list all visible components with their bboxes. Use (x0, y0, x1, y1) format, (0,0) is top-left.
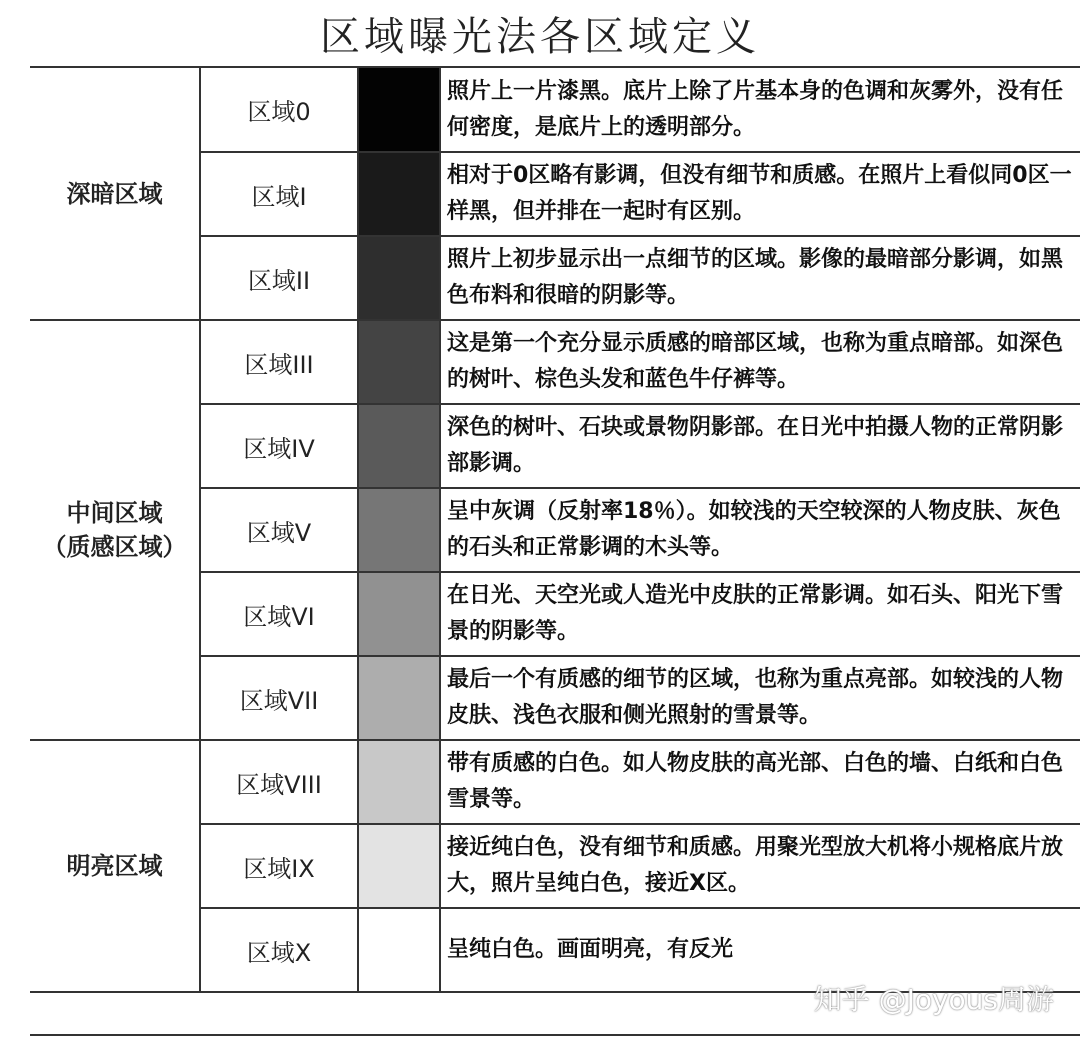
group-mid (30, 320, 200, 740)
zone-swatch (358, 152, 440, 236)
group-dark (30, 68, 200, 320)
zone-description: 深色的树叶、石块或景物阴影部。在日光中拍摄人物的正常阴影部影调。 (440, 404, 1080, 488)
group-bright-label: 明亮区域 (66, 852, 163, 880)
zone-label: 区域III (200, 320, 358, 404)
zone-label: 区域IX (200, 824, 358, 908)
zone-description: 呈中灰调（反射率18％）。如较浅的天空较深的人物皮肤、灰色的石头和正常影调的木头等。 (440, 488, 1080, 572)
page-title: 区域曝光法各区域定义 (320, 13, 760, 60)
zone-label: 区域0 (200, 68, 358, 152)
watermark: 知乎 @Joyous周游 (813, 983, 1054, 1016)
zone-swatch (358, 656, 440, 740)
zone-swatch (358, 404, 440, 488)
zone-swatch (358, 908, 440, 992)
group-dark-label: 深暗区域 (66, 179, 163, 208)
zone-label: 区域X (200, 908, 358, 992)
zone-description: 在日光、天空光或人造光中皮肤的正常影调。如石头、阳光下雪景的阴影等。 (440, 572, 1080, 656)
zone-swatch (358, 68, 440, 152)
zone-description: 这是第一个充分显示质感的暗部区域，也称为重点暗部。如深色的树叶、棕色头发和蓝色牛仔裤等。 (440, 320, 1080, 404)
zone-label: 区域VI (200, 572, 358, 656)
zone-description: 最后一个有质感的细节的区域，也称为重点亮部。如较浅的人物皮肤、浅色衣服和侧光照射的雪景等。 (440, 656, 1080, 740)
zone-swatch (358, 488, 440, 572)
zone-description: 照片上一片漆黑。底片上除了片基本身的色调和灰雾外，没有任何密度，是底片上的透明部分。 (440, 68, 1080, 152)
zone-description: 照片上初步显示出一点细节的区域。影像的最暗部分影调，如黑色布料和很暗的阴影等。 (440, 236, 1080, 320)
zone-swatch (358, 740, 440, 824)
zone-label: 区域IV (200, 404, 358, 488)
group-mid-label: 中间区域 (66, 499, 163, 527)
zone-label: 区域VII (200, 656, 358, 740)
zone-swatch (358, 320, 440, 404)
zone-swatch (358, 236, 440, 320)
group-mid-sublabel: （质感区域） (42, 533, 187, 561)
table-row (30, 68, 1080, 152)
zone-label: 区域I (200, 152, 358, 236)
table-row (30, 740, 1080, 824)
table-row (30, 320, 1080, 404)
zone-table (30, 68, 1080, 993)
zone-swatch (358, 824, 440, 908)
bottom-divider (30, 1034, 1080, 1036)
zone-label: 区域VIII (200, 740, 358, 824)
zone-label: 区域V (200, 488, 358, 572)
group-bright (30, 740, 200, 992)
zone-swatch (358, 572, 440, 656)
zone-description: 带有质感的白色。如人物皮肤的高光部、白色的墙、白纸和白色雪景等。 (440, 740, 1080, 824)
zone-description: 接近纯白色，没有细节和质感。用聚光型放大机将小规格底片放大，照片呈纯白色，接近X区。 (440, 824, 1080, 908)
zone-description: 相对于0区略有影调，但没有细节和质感。在照片上看似同0区一样黑，但并排在一起时有区别。 (440, 152, 1080, 236)
zone-description: 呈纯白色。画面明亮，有反光 (440, 908, 1080, 992)
zone-label: 区域II (200, 236, 358, 320)
